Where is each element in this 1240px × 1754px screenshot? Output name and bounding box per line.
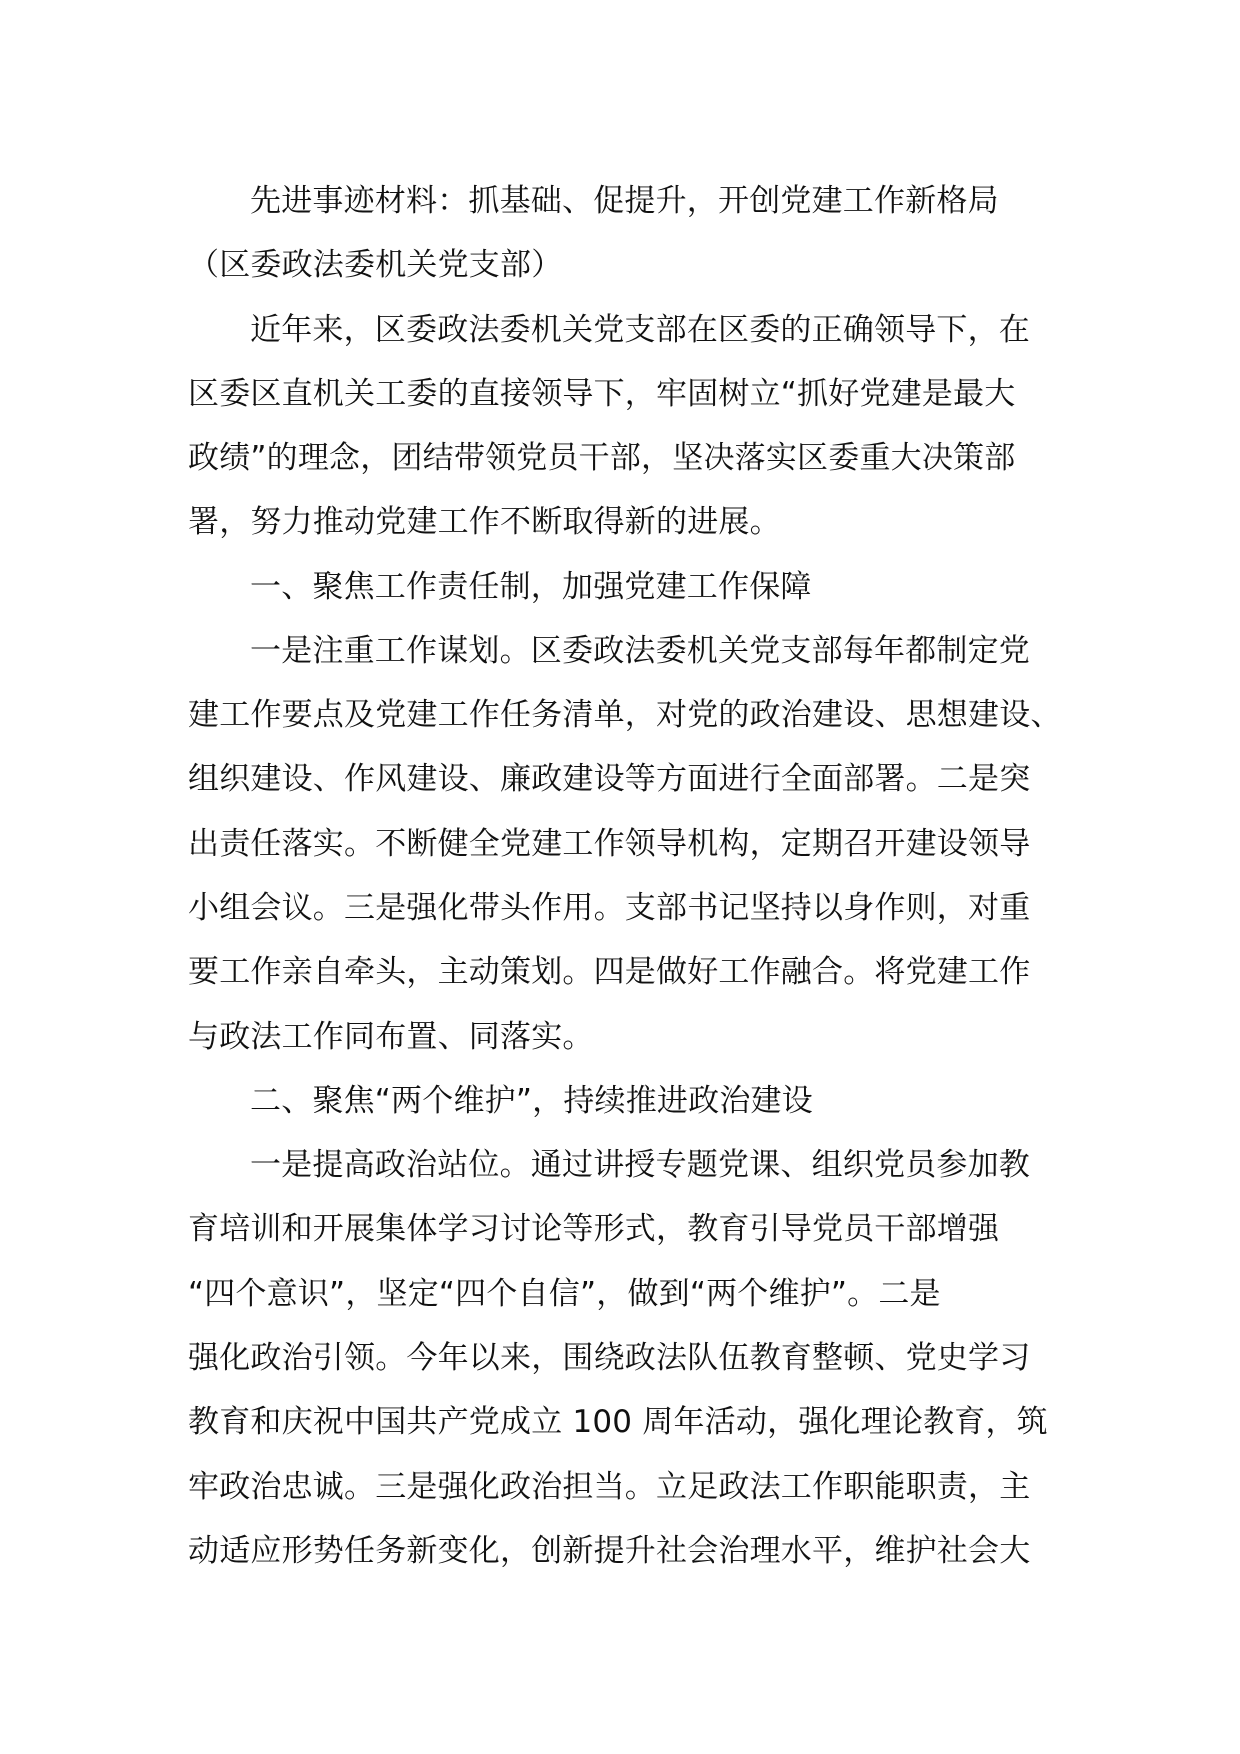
section-heading: 一、聚焦工作责任制，加强党建工作保障 <box>250 569 812 605</box>
paragraph-line: 组织建设、作风建设、廉政建设等方面进行全面部署。二是突 <box>188 761 1031 797</box>
paragraph-line: “四个意识”，坚定“四个自信”，做到“两个维护”。二是 <box>188 1276 941 1312</box>
document-subtitle: （区委政法委机关党支部） <box>188 247 563 283</box>
document-title: 先进事迹材料：抓基础、促提升，开创党建工作新格局 <box>250 183 999 219</box>
paragraph-line: 出责任落实。不断健全党建工作领导机构，定期召开建设领导 <box>188 826 1031 862</box>
paragraph-line: 教育和庆祝中国共产党成立 100 周年活动，强化理论教育，筑 <box>188 1404 1048 1440</box>
paragraph-line: 区委区直机关工委的直接领导下，牢固树立“抓好党建是最大 <box>188 376 1016 412</box>
paragraph-line: 近年来，区委政法委机关党支部在区委的正确领导下，在 <box>250 312 1030 348</box>
section-heading: 二、聚焦“两个维护”，持续推进政治建设 <box>250 1083 813 1119</box>
paragraph-line: 强化政治引领。今年以来，围绕政法队伍教育整顿、党史学习 <box>188 1340 1031 1376</box>
paragraph-line: 要工作亲自牵头，主动策划。四是做好工作融合。将党建工作 <box>188 954 1031 990</box>
paragraph-line: 小组会议。三是强化带头作用。支部书记坚持以身作则，对重 <box>188 890 1031 926</box>
paragraph-line: 动适应形势任务新变化，创新提升社会治理水平，维护社会大 <box>188 1533 1031 1569</box>
paragraph-line: 建工作要点及党建工作任务清单，对党的政治建设、思想建设、 <box>188 697 1062 733</box>
paragraph-line: 署，努力推动党建工作不断取得新的进展。 <box>188 504 781 540</box>
paragraph-line: 一是提高政治站位。通过讲授专题党课、组织党员参加教 <box>250 1147 1030 1183</box>
paragraph-line: 一是注重工作谋划。区委政法委机关党支部每年都制定党 <box>250 633 1030 669</box>
paragraph-line: 与政法工作同布置、同落实。 <box>188 1019 594 1055</box>
paragraph-line: 政绩”的理念，团结带领党员干部，坚决落实区委重大决策部 <box>188 440 1016 476</box>
paragraph-line: 牢政治忠诚。三是强化政治担当。立足政法工作职能职责，主 <box>188 1469 1031 1505</box>
paragraph-line: 育培训和开展集体学习讨论等形式，教育引导党员干部增强 <box>188 1211 1000 1247</box>
